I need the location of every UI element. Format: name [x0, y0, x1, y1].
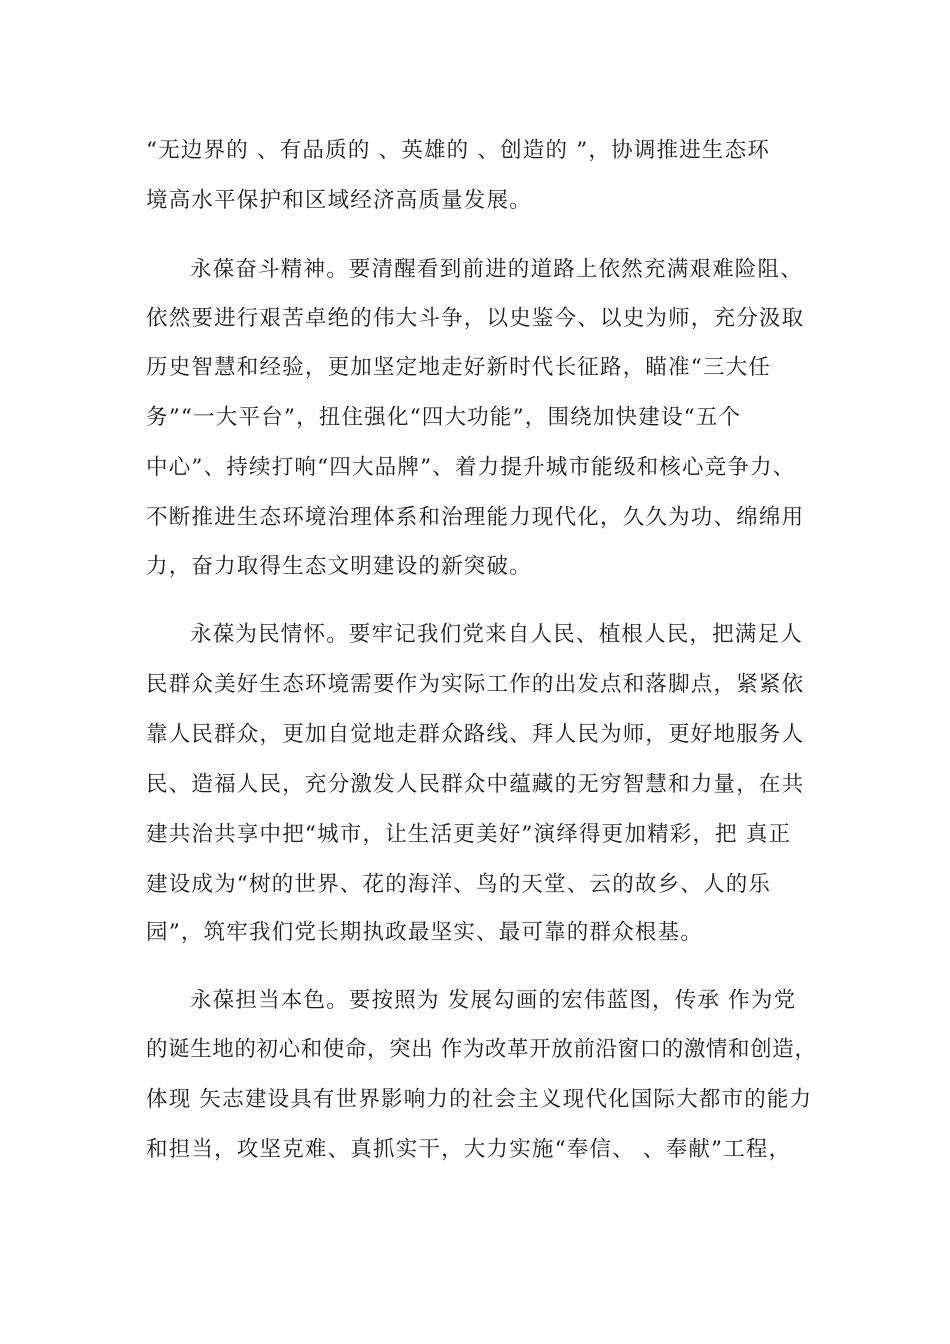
text-line: 建设成为“树的世界、花的海洋、鸟的天堂、云的故乡、人的乐: [146, 872, 772, 897]
paragraph-start-line: 永葆担当本色。要按照为 发展勾画的宏伟蓝图，传承 作为党: [190, 988, 797, 1013]
text-line: 体现 矢志建设具有世界影响力的社会主义现代化国际大都市的能力: [146, 1087, 813, 1112]
text-line: 历史智慧和经验，更加坚定地走好新时代长征路，瞄准“三大任: [146, 355, 772, 380]
paragraph-start-line: 永葆为民情怀。要牢记我们党来自人民、植根人民，把满足人: [190, 622, 803, 647]
text-line: 园”，筑牢我们党长期执政最坚实、最可靠的群众根基。: [146, 920, 703, 945]
text-line: 的诞生地的初心和使命，突出 作为改革开放前沿窗口的激情和创造，: [146, 1037, 817, 1062]
text-line: 境高水平保护和区域经济高质量发展。: [146, 188, 532, 213]
text-line: “无边界的 、有品质的 、英雄的 、创造的 ”，协调推进生态环: [146, 138, 771, 163]
text-line: 和担当，攻坚克难、真抓实干，大力实施“奉信、 、奉献”工程，: [146, 1137, 792, 1162]
text-line: 不断推进生态环境治理体系和治理能力现代化，久久为功、绵绵用: [146, 505, 805, 530]
text-line: 建共治共享中把“城市，让生活更美好”演绎得更加精彩，把 真正: [146, 822, 792, 847]
text-line: 依然要进行艰苦卓绝的伟大斗争，以史鉴今、以史为师，充分汲取: [146, 306, 805, 331]
text-line: 力，奋力取得生态文明建设的新突破。: [146, 554, 532, 579]
text-line: 靠人民群众，更加自觉地走群众路线、拜人民为师，更好地服务人: [146, 722, 805, 747]
text-line: 民群众美好生态环境需要作为实际工作的出发点和落脚点，紧紧依: [146, 672, 805, 697]
text-line: 中心”、持续打响“四大品牌”、着力提升城市能级和核心竞争力、: [146, 455, 796, 480]
text-line: 民、造福人民，充分激发人民群众中蕴藏的无穷智慧和力量，在共: [146, 772, 805, 797]
paragraph-start-line: 永葆奋斗精神。要清醒看到前进的道路上依然充满艰难险阻、: [190, 257, 803, 282]
text-line: 务”“一大平台”，扭住强化“四大功能”，围绕加快建设“五个: [146, 405, 742, 430]
